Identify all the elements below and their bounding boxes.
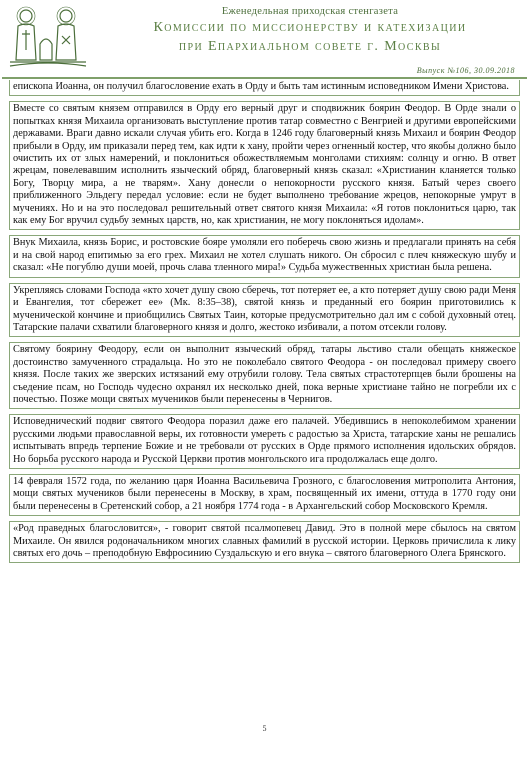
paragraph: Внук Михаила, князь Борис, и ростовские бояре умоляли его поберечь свою жизнь и предлагали принять на себя и на свой народ епитимью за его грех. Михаил не хотел слушать никого. Он сбросил с плеч княжескую шубу и сказал: «Не погублю души моей, прочь слава тленного мира!» Судьба мужественных христиан была решена.	[9, 235, 520, 277]
paragraph: Укрепляясь словами Господа «кто хочет душу свою сберечь, тот потеряет ее, а кто потеряет душу свою ради Меня и Евангелия, тот сбережет ее» (Мк. 8:35–38), святой князь и преданный его боярин приготовились к мученической кончине и приобщились Святых Таин, которые предусмотрительно дал им с собой духовный отец. Татарские палачи схватили благоверного князя и долго, жестоко избивали, а потом отсекли голову.	[9, 283, 520, 338]
newspaper-header	[0, 0, 529, 80]
paragraph: «Род праведных благословится», - говорит святой псалмопевец Давид. Это в полной мере сбылось на святом Михаиле. Он явился родоначальником многих славных фамилий в русской истории. Церковь причислила к лику святых его дочь – преподобную Евфросинию Суздальскую и его внука – святого благоверного Олега Брянского.	[9, 521, 520, 563]
issue-info: Выпуск №106, 30.09.2018	[416, 66, 515, 75]
paragraph: Святому боярину Феодору, если он выполнит языческий обряд, татары льстиво стали обещать княжеское достоинство замученного страдальца. Но это не поколебало святого Феодора - он последовал примеру своего князя. После таких же зверских истязаний ему отрубили голову. Тела святых страстотерпцев были брошены на съедение псам, но Господь чудесно охранял их несколько дней, пока верные христиане тайно не погребли их с почестью. Позже мощи святых мучеников были перенесены в Чернигов.	[9, 342, 520, 409]
header-subtitle: Еженедельная приходская стенгазета	[221, 6, 399, 17]
paragraph: Исповеднический подвиг святого Феодора поразил даже его палачей. Убедившись в непоколебимом хранении русскими людьми православной веры, их готовности умереть с радостью за Христа, татарские ханы не решались испытывать впредь терпение Божие и не требовали от русских в Орде прямого исполнения идольских обрядов. Но борьба русского народа и Русской Церкви против монгольского ига продолжалась еще долго.	[9, 414, 520, 469]
paragraph: епископа Иоанна, он получил благословение ехать в Орду и быть там истинным исповедником Имени Христова.	[9, 80, 520, 96]
header-title-line1: Комиссии по миссионерству и катехизации	[153, 20, 467, 35]
paragraph: 14 февраля 1572 года, по желанию царя Иоанна Васильевича Грозного, с благословения митрополита Антония, мощи святых мучеников были перенесены в Москву, в храм, посвященный их имени, оттуда в 1770 году они были перенесены в Сретенский собор, а 21 ноября 1774 года - в Архангельский собор Московского Кремля.	[9, 474, 520, 516]
page-number: 5	[262, 724, 267, 733]
header-divider	[2, 77, 527, 79]
paragraph: Вместе со святым князем отправился в Орду его верный друг и сподвижник боярин Феодор. В Орде знали о попытках князя Михаила организовать выступление против татар совместно с Венгрией и другими европейскими державами. Враги давно искали случая убить его. Когда в 1246 году благоверный князь Михаил и боярин Феодор прибыли в Орду, им приказали перед тем, как идти к хану, пройти через огненный костер, что якобы должно было очистить их от злых намерений, и поклониться обожествляемым монголами стихиям: солнцу и огню. В ответ жрецам, повелевавшим исполнить языческий обряд, благоверный князь сказал: «Христианин кланяется только Богу, Творцу мира, а не тварям». Хану донесли о непокорности русского князя. Батый через своего приближенного Эльдегу передал условие: если не будет выполнено требование жрецов, непокорные умрут в мучениях. Но и на это последовал решительный ответ святого князя Михаила: «Я готов поклониться царю, так как ему Бог вручил судьбу земных царств, но, как христианин, не могу поклоняться идолам».	[9, 101, 520, 230]
saints-icon	[4, 4, 92, 70]
article-body	[9, 80, 520, 568]
header-title-line2: при Епархиальном совете г. Москвы	[178, 39, 442, 54]
